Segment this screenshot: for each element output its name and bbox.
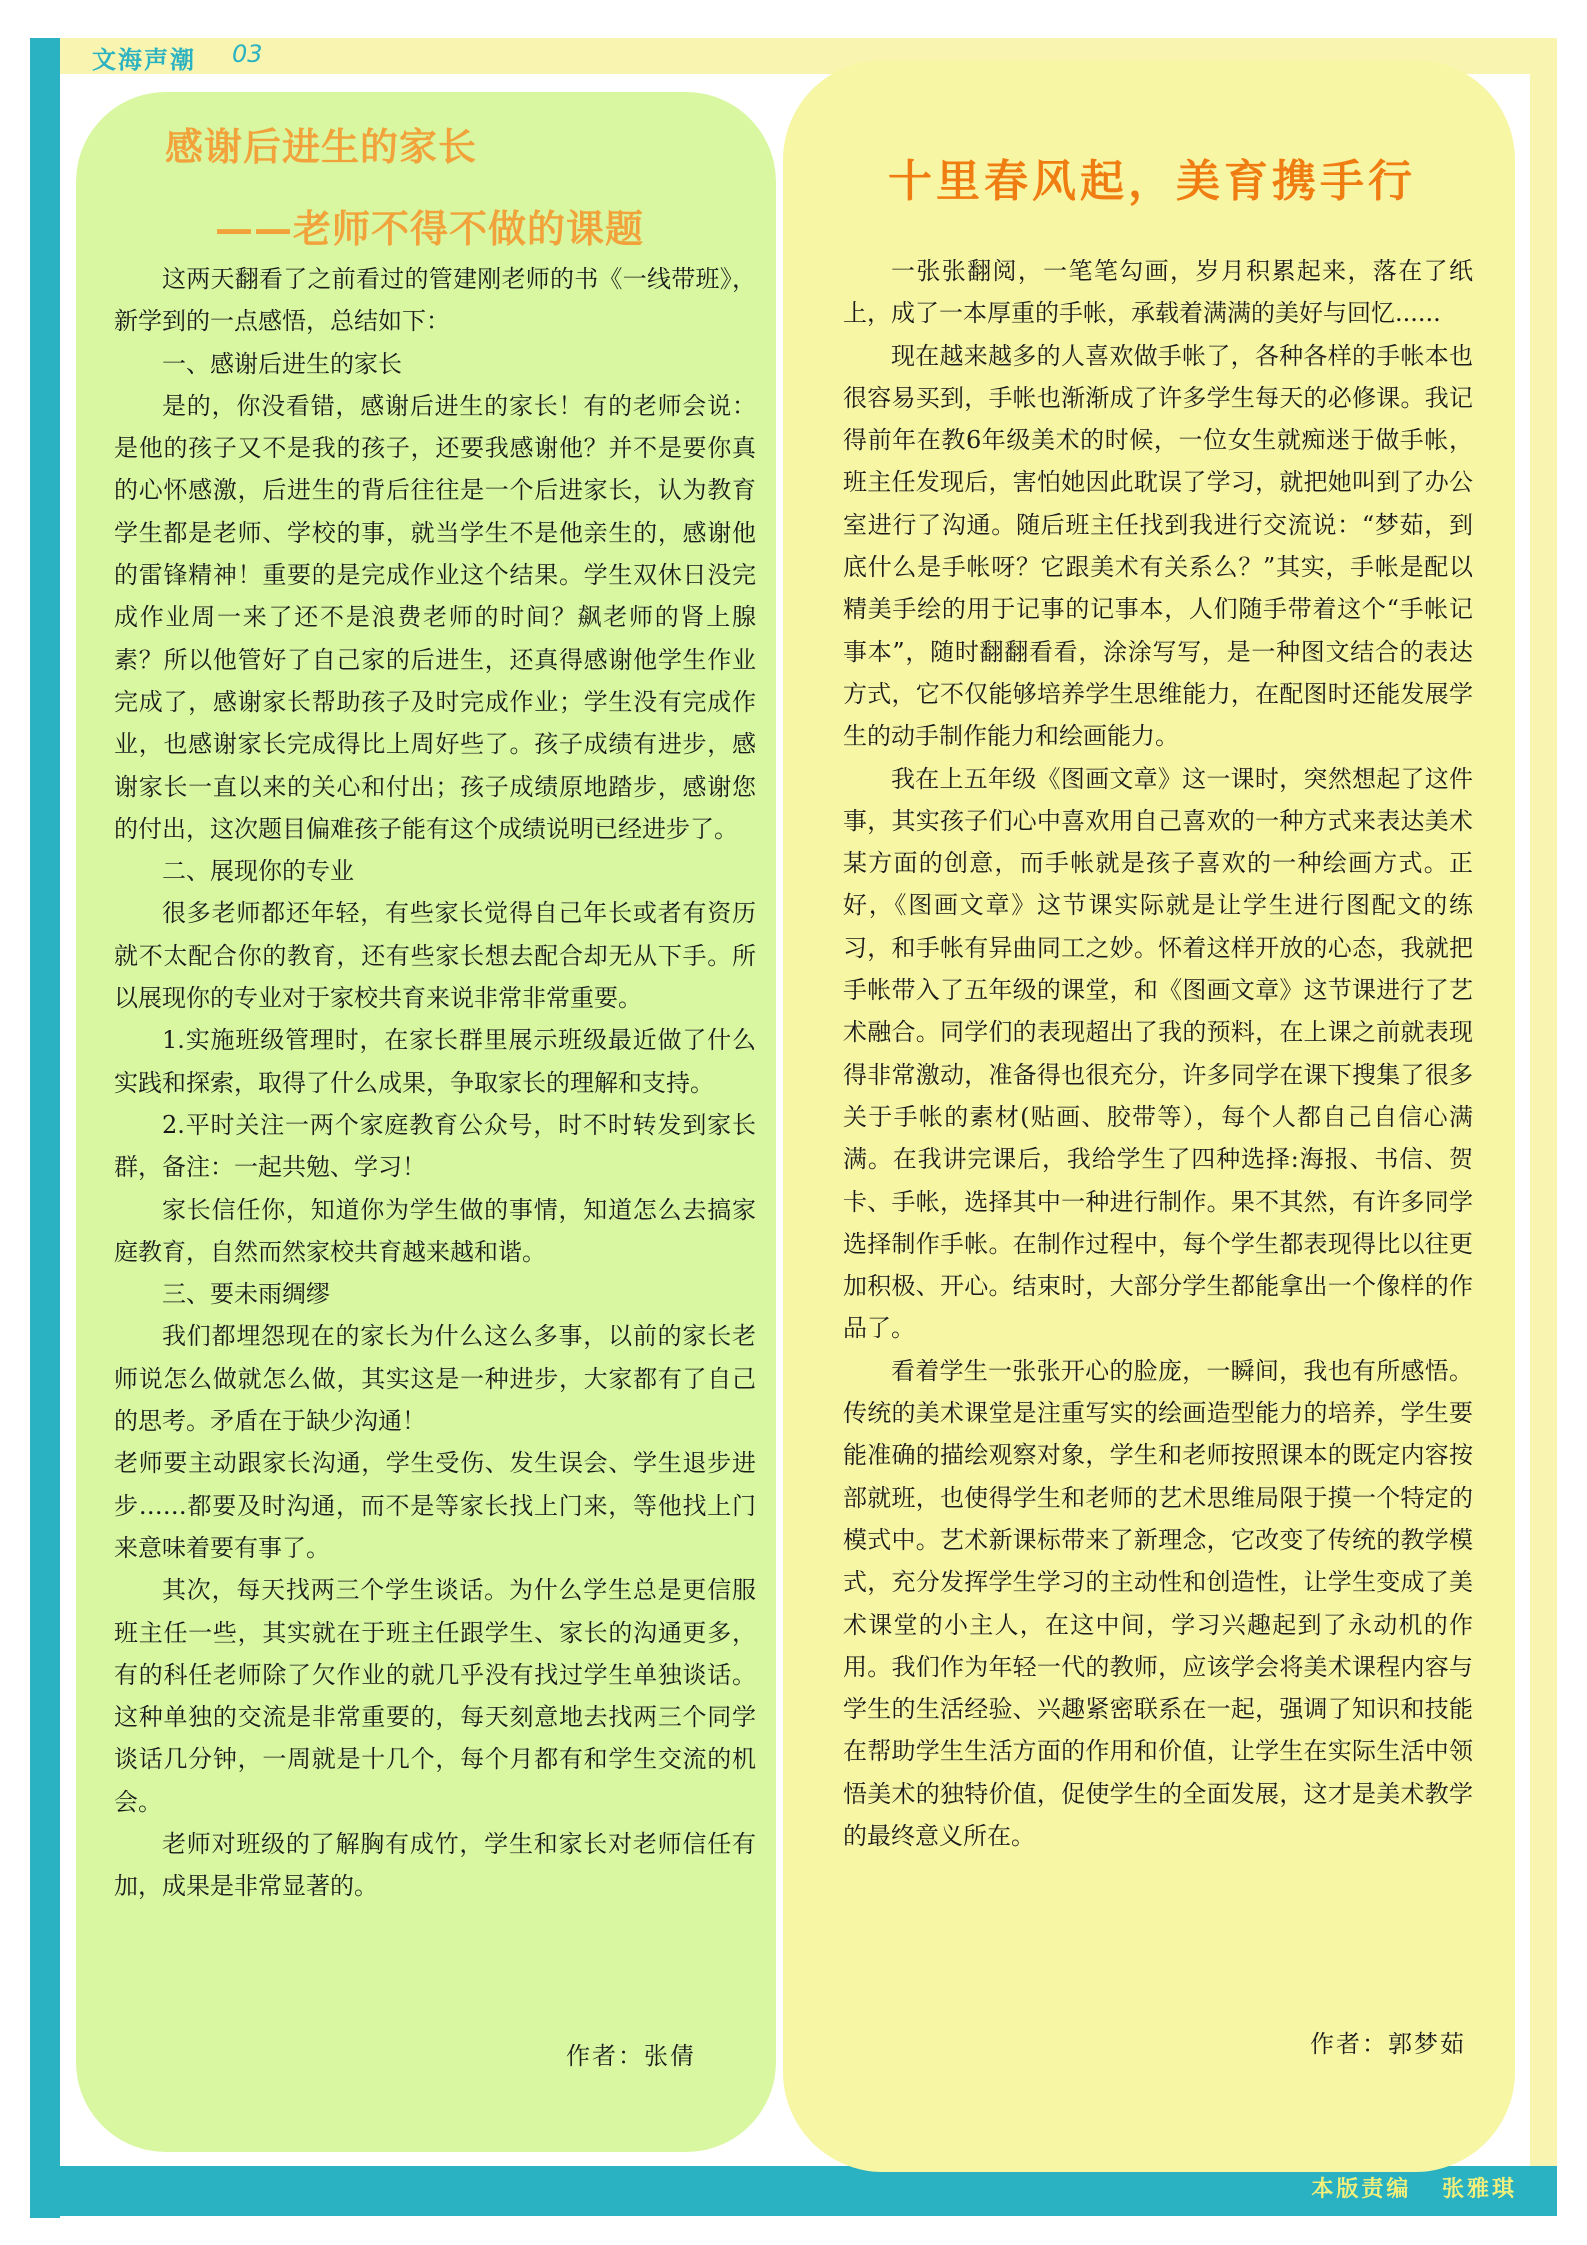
left-border-strip [30, 38, 60, 2218]
left-article-title: 感谢后进生的家长 [165, 125, 478, 169]
paragraph: 现在越来越多的人喜欢做手帐了，各种各样的手帐本也很容易买到，手帐也渐渐成了许多学生每天的必修课。我记得前年在教6年级美术的时候，一位女生就痴迷于做手帐，班主任发现后，害怕她因此耽误了学习，就把她叫到了办公室进行了沟通。随后班主任找到我进行交流说：“梦茹，到底什么是手帐呀？它跟美术有关系么？”其实，手帐是配以精美手绘的用于记事的记事本，人们随手带着这个“手帐记事本”，随时翻翻看看，涂涂写写，是一种图文结合的表达方式，它不仅能够培养学生思维能力，在配图时还能发展学生的动手制作能力和绘画能力。 [843, 341, 1473, 751]
paragraph: 老师要主动跟家长沟通，学生受伤、发生误会、学生退步进步……都要及时沟通，而不是等家长找上门来，等他找上门来意味着要有事了。 [114, 1449, 756, 1562]
paragraph: 看着学生一张张开心的脸庞，一瞬间，我也有所感悟。传统的美术课堂是注重写实的绘画造型能力的培养，学生要能准确的描绘观察对象，学生和老师按照课本的既定内容按部就班，也使得学生和老师的艺术思维局限于摸一个特定的模式中。艺术新课标带来了新理念，它改变了传统的教学模式，充分发挥学生学习的主动性和创造性，让学生变成了美术课堂的小主人，在这中间，学习兴趣起到了永动机的作用。我们作为年轻一代的教师，应该学会将美术课程内容与学生的生活经验、兴趣紧密联系在一起，强调了知识和技能在帮助学生生活方面的作用和价值，让学生在实际生活中领悟美术的独特价值，促使学生的全面发展，这才是美术教学的最终意义所在。 [843, 1356, 1473, 1850]
paragraph: 这两天翻看了之前看过的管建刚老师的书《一线带班》，新学到的一点感悟，总结如下： [114, 265, 756, 336]
paragraph: 老师对班级的了解胸有成竹，学生和家长对老师信任有加，成果是非常显著的。 [114, 1829, 756, 1901]
left-article-author: 作者：张倩 [566, 2042, 696, 2070]
right-article-author: 作者：郭梦茹 [1310, 2030, 1466, 2058]
right-article-title: 十里春风起，美育携手行 [888, 156, 1416, 207]
left-article-body [114, 258, 756, 1908]
section-heading: 一、感谢后进生的家长 [162, 349, 402, 378]
section-heading: 二、展现你的专业 [162, 857, 354, 886]
newsletter-title: 文海声潮 [92, 46, 196, 74]
section-heading: 三、要未雨绸缪 [162, 1280, 330, 1309]
paragraph: 家长信任你，知道你为学生做的事情，知道怎么去搞家庭教育，自然而然家校共育越来越和谐。 [114, 1195, 756, 1266]
paragraph: 一张张翻阅，一笔笔勾画，岁月积累起来，落在了纸上，成了一本厚重的手帐，承载着满满的美好与回忆...... [843, 257, 1473, 328]
paragraph: 2.平时关注一两个家庭教育公众号，时不时转发到家长群，备注：一起共勉、学习！ [114, 1110, 756, 1182]
paragraph: 是的，你没看错，感谢后进生的家长！有的老师会说：是他的孩子又不是我的孩子，还要我感谢他？并不是要你真的心怀感激，后进生的背后往往是一个后进家长，认为教育学生都是老师、学校的事，就当学生不是他亲生的，感谢他的雷锋精神！重要的是完成作业这个结果。学生双休日没完成作业周一来了还不是浪费老师的时间？飙老师的肾上腺素？所以他管好了自己家的后进生，还真得感谢他学生作业完成了，感谢家长帮助孩子及时完成作业；学生没有完成作业，也感谢家长完成得比上周好些了。孩子成绩有进步，感谢家长一直以来的关心和付出；孩子成绩原地踏步，感谢您的付出，这次题目偏难孩子能有这个成绩说明已经进步了。 [114, 391, 756, 843]
paragraph: 我们都埋怨现在的家长为什么这么多事，以前的家长老师说怎么做就怎么做，其实这是一种进步，大家都有了自己的思考。矛盾在于缺少沟通！ [114, 1322, 756, 1436]
footer-editor-credit: 本版责编 张雅琪 [1311, 2177, 1517, 2202]
paragraph: 其次，每天找两三个学生谈话。为什么学生总是更信服班主任一些，其实就在于班主任跟学生、家长的沟通更多，有的科任老师除了欠作业的就几乎没有找过学生单独谈话。这种单独的交流是非常重要的，每天刻意地去找两三个同学谈话几分钟，一周就是十几个，每个月都有和学生交流的机会。 [114, 1576, 756, 1816]
paragraph: 很多老师都还年轻，有些家长觉得自己年长或者有资历就不太配合你的教育，还有些家长想去配合却无从下手。所以展现你的专业对于家校共育来说非常非常重要。 [114, 899, 756, 1013]
page-number: 03 [232, 40, 263, 68]
paragraph: 1.实施班级管理时，在家长群里展示班级最近做了什么实践和探索，取得了什么成果，争取家长的理解和支持。 [114, 1026, 756, 1097]
paragraph: 我在上五年级《图画文章》这一课时，突然想起了这件事，其实孩子们心中喜欢用自己喜欢的一种方式来表达美术某方面的创意，而手帐就是孩子喜欢的一种绘画方式。正好，《图画文章》这节课实际就是让学生进行图配文的练习，和手帐有异曲同工之妙。怀着这样开放的心态，我就把手帐带入了五年级的课堂，和《图画文章》这节课进行了艺术融合。同学们的表现超出了我的预料，在上课之前就表现得非常激动，准备得也很充分，许多同学在课下搜集了很多关于手帐的素材(贴画、胶带等），每个人都自己自信心满满。在我讲完课后，我给学生了四种选择:海报、书信、贺卡、手帐，选择其中一种进行制作。果不其然，有许多同学选择制作手帐。在制作过程中，每个学生都表现得比以往更加积极、开心。结束时，大部分学生都能拿出一个像样的作品了。 [843, 764, 1473, 1343]
right-article-body [843, 250, 1473, 1857]
left-article-subtitle: ——老师不得不做的课题 [215, 207, 645, 251]
